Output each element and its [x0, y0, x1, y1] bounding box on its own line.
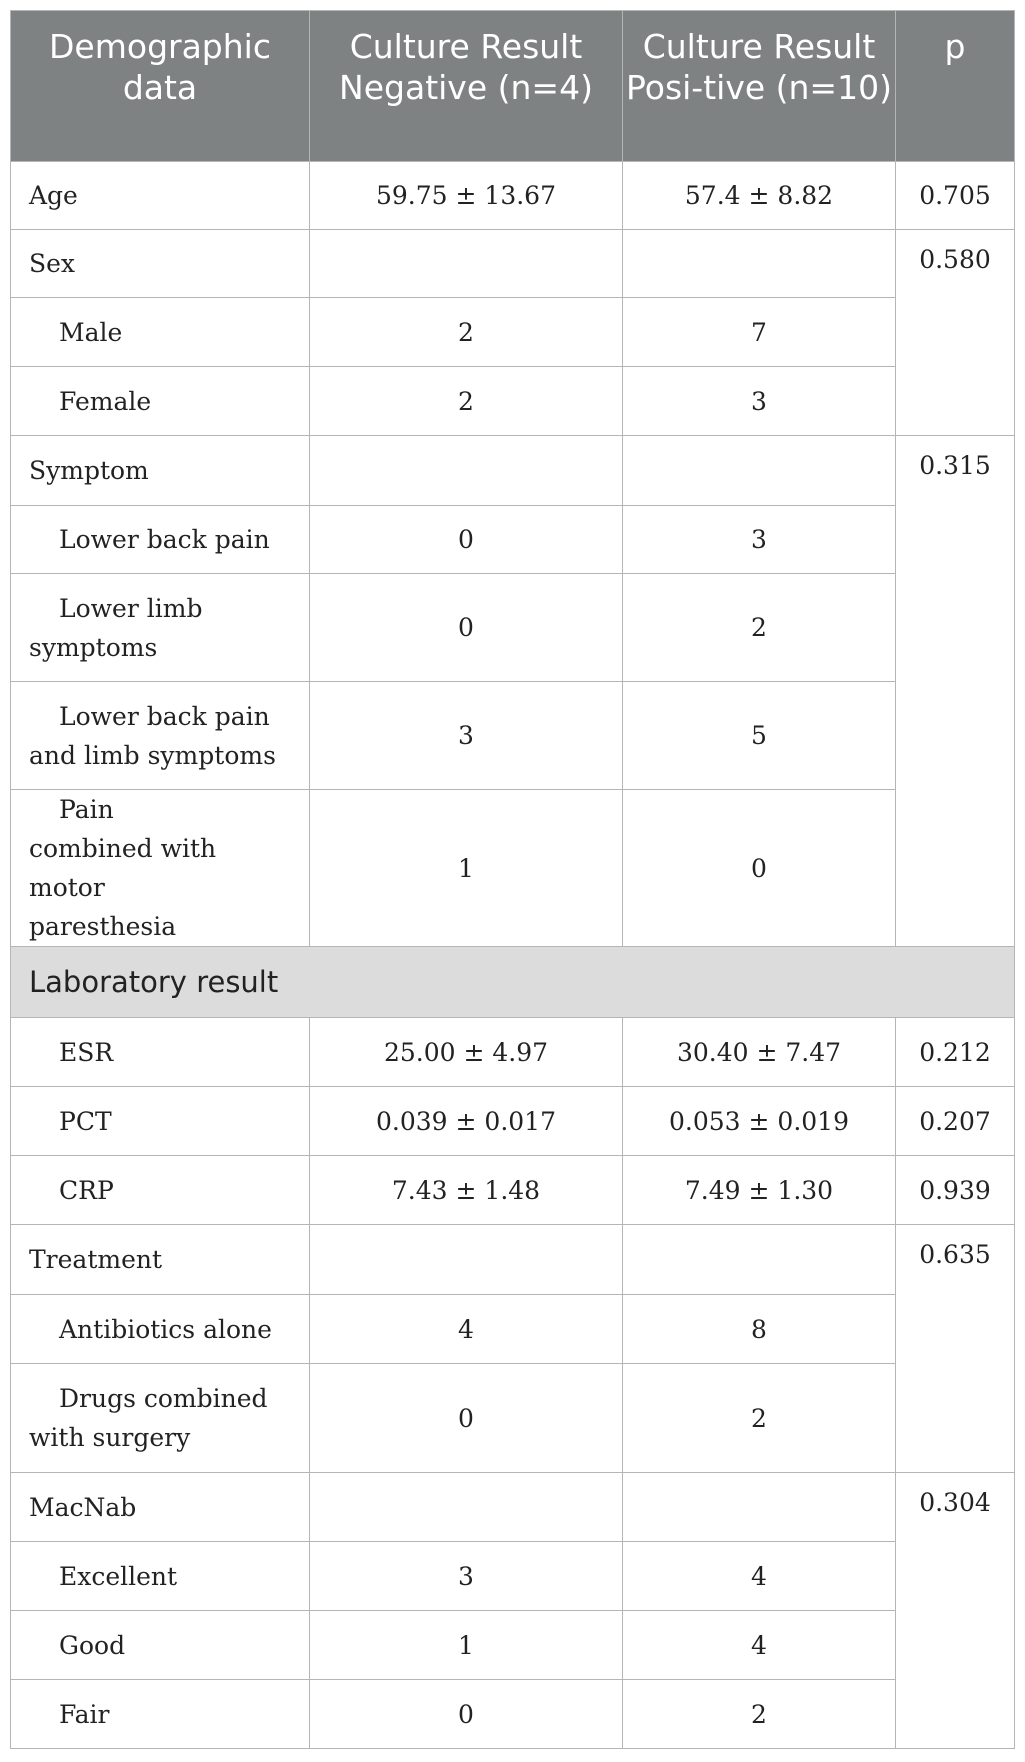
- header-demographic-data: Demographic data: [11, 11, 310, 162]
- negative-value: [310, 1225, 623, 1295]
- section-laboratory-result: [11, 947, 1015, 1018]
- negative-value: 2: [310, 298, 623, 367]
- header-culture-positive: Culture Result Posi-tive (n=10): [623, 11, 896, 162]
- p-value: 0.212: [896, 1018, 1015, 1087]
- row-label: Male: [11, 298, 310, 367]
- positive-value: [623, 1225, 896, 1295]
- positive-value: 7.49 ± 1.30: [623, 1156, 896, 1225]
- header-culture-negative: Culture Result Negative (n=4): [310, 11, 623, 162]
- p-value: 0.315: [896, 436, 1015, 947]
- row-label: Symptom: [11, 436, 310, 506]
- negative-value: 0: [310, 1680, 623, 1749]
- positive-value: 4: [623, 1542, 896, 1611]
- negative-value: 0: [310, 574, 623, 682]
- table-header-row: [11, 11, 1015, 162]
- table-row-lower-back-pain: [11, 506, 1015, 574]
- row-label: Drugs combined with surgery: [11, 1364, 310, 1473]
- section-title: Laboratory result: [11, 947, 1015, 1018]
- negative-value: 1: [310, 790, 623, 947]
- positive-value: 2: [623, 574, 896, 682]
- negative-value: [310, 1473, 623, 1542]
- table-row-sex: [11, 230, 1015, 298]
- positive-value: 3: [623, 506, 896, 574]
- table-row-symptom: [11, 436, 1015, 506]
- row-label: Female: [11, 367, 310, 436]
- table-row-age: [11, 162, 1015, 230]
- negative-value: [310, 436, 623, 506]
- p-value: 0.705: [896, 162, 1015, 230]
- row-label: Lower limb symptoms: [11, 574, 310, 682]
- row-label: Pain combined with motor paresthesia: [11, 790, 310, 947]
- negative-value: 2: [310, 367, 623, 436]
- table-row-drugs-with-surgery: [11, 1364, 1015, 1473]
- positive-value: 8: [623, 1295, 896, 1364]
- p-value: 0.207: [896, 1087, 1015, 1156]
- negative-value: 7.43 ± 1.48: [310, 1156, 623, 1225]
- negative-value: [310, 230, 623, 298]
- table-row-good: [11, 1611, 1015, 1680]
- negative-value: 0.039 ± 0.017: [310, 1087, 623, 1156]
- row-label: ESR: [11, 1018, 310, 1087]
- row-label: Sex: [11, 230, 310, 298]
- table-row-macnab: [11, 1473, 1015, 1542]
- p-value: 0.939: [896, 1156, 1015, 1225]
- row-label: Lower back pain: [11, 506, 310, 574]
- table-row-fair: [11, 1680, 1015, 1749]
- row-label: Good: [11, 1611, 310, 1680]
- negative-value: 25.00 ± 4.97: [310, 1018, 623, 1087]
- negative-value: 1: [310, 1611, 623, 1680]
- positive-value: 7: [623, 298, 896, 367]
- positive-value: [623, 1473, 896, 1542]
- table-row-male: [11, 298, 1015, 367]
- row-label: CRP: [11, 1156, 310, 1225]
- table-row-female: [11, 367, 1015, 436]
- p-value: 0.635: [896, 1225, 1015, 1473]
- positive-value: 2: [623, 1680, 896, 1749]
- positive-value: [623, 230, 896, 298]
- row-label: Treatment: [11, 1225, 310, 1295]
- row-label: MacNab: [11, 1473, 310, 1542]
- row-label: Antibiotics alone: [11, 1295, 310, 1364]
- header-p-value: p: [896, 11, 1015, 162]
- table-row-treatment: [11, 1225, 1015, 1295]
- p-value: 0.580: [896, 230, 1015, 436]
- p-value: 0.304: [896, 1473, 1015, 1749]
- positive-value: [623, 436, 896, 506]
- positive-value: 5: [623, 682, 896, 790]
- table-row-back-and-limb-symptoms: [11, 682, 1015, 790]
- demographic-table: [10, 10, 1015, 1749]
- row-label: Fair: [11, 1680, 310, 1749]
- table-row-crp: [11, 1156, 1015, 1225]
- positive-value: 2: [623, 1364, 896, 1473]
- negative-value: 0: [310, 1364, 623, 1473]
- positive-value: 3: [623, 367, 896, 436]
- negative-value: 3: [310, 1542, 623, 1611]
- table-row-pain-with-paresthesia: [11, 790, 1015, 947]
- row-label: Lower back pain and limb symptoms: [11, 682, 310, 790]
- table-row-lower-limb-symptoms: [11, 574, 1015, 682]
- positive-value: 0: [623, 790, 896, 947]
- row-label: PCT: [11, 1087, 310, 1156]
- positive-value: 0.053 ± 0.019: [623, 1087, 896, 1156]
- positive-value: 30.40 ± 7.47: [623, 1018, 896, 1087]
- row-label: Excellent: [11, 1542, 310, 1611]
- positive-value: 4: [623, 1611, 896, 1680]
- negative-value: 0: [310, 506, 623, 574]
- table-row-pct: [11, 1087, 1015, 1156]
- table-row-esr: [11, 1018, 1015, 1087]
- table-row-antibiotics-alone: [11, 1295, 1015, 1364]
- negative-value: 3: [310, 682, 623, 790]
- table-row-excellent: [11, 1542, 1015, 1611]
- negative-value: 4: [310, 1295, 623, 1364]
- row-label: Age: [11, 162, 310, 230]
- positive-value: 57.4 ± 8.82: [623, 162, 896, 230]
- negative-value: 59.75 ± 13.67: [310, 162, 623, 230]
